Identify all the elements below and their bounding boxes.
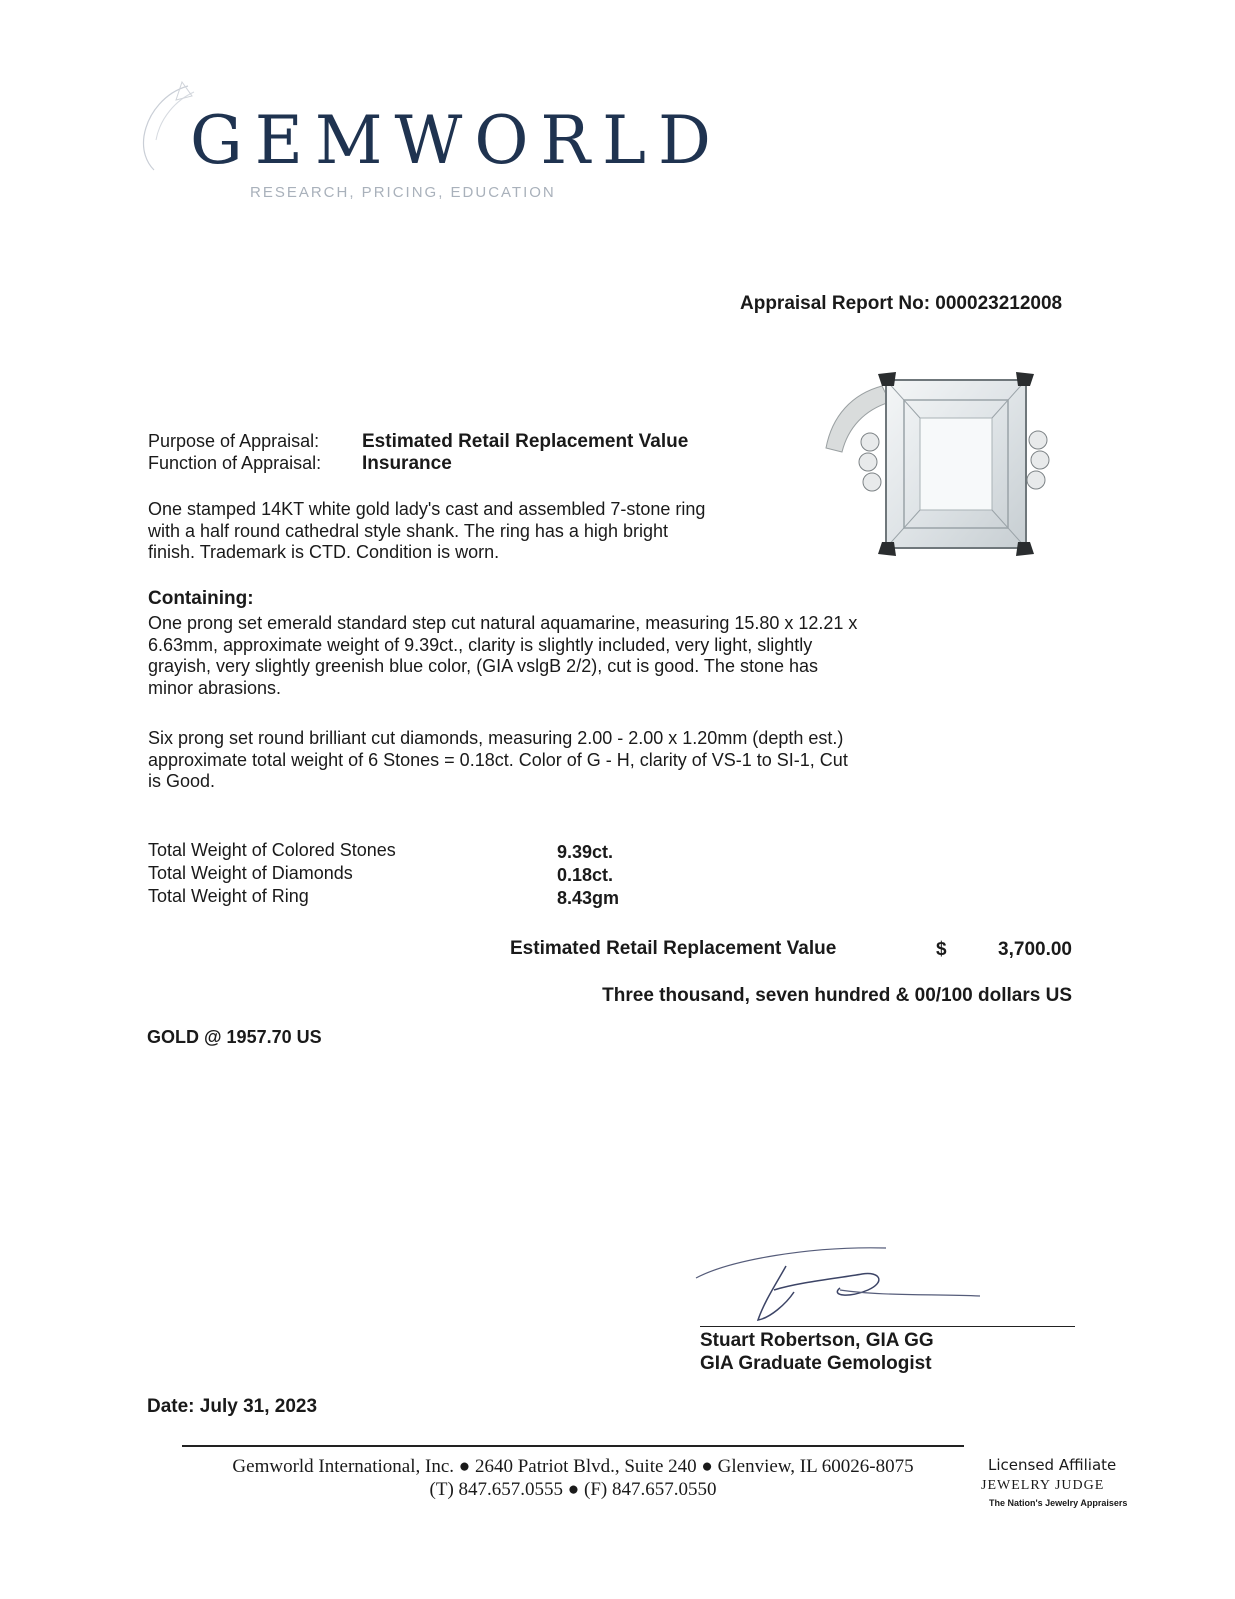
total-diamonds-label: Total Weight of Diamonds bbox=[148, 863, 353, 883]
diamonds-line: Six prong set round brilliant cut diamonds, measuring 2.00 - 2.00 x 1.20mm (depth est.) bbox=[148, 728, 844, 748]
diamonds-description bbox=[148, 728, 848, 793]
total-ring-value: 8.43gm bbox=[557, 888, 620, 908]
affiliate-label: Licensed Affiliate bbox=[988, 1456, 1117, 1474]
aquamarine-line: minor abrasions. bbox=[148, 677, 282, 698]
description-line: finish. Trademark is CTD. Condition is worn. bbox=[148, 542, 500, 562]
valuation-words: Three thousand, seven hundred & 00/100 dollars US bbox=[602, 985, 1072, 1006]
signature-line bbox=[700, 1326, 1075, 1327]
aquamarine-line: grayish, very slightly greenish blue color, (GIA vslgB 2/2), cut is good. The stone has bbox=[148, 656, 819, 676]
signer-name: Stuart Robertson, GIA GG bbox=[700, 1330, 934, 1351]
function-label: Function of Appraisal: bbox=[148, 453, 322, 473]
appraisal-date: Date: July 31, 2023 bbox=[147, 1396, 318, 1417]
gold-price: GOLD @ 1957.70 US bbox=[147, 1027, 322, 1047]
total-colored-label: Total Weight of Colored Stones bbox=[148, 840, 396, 860]
aquamarine-description bbox=[148, 613, 857, 699]
description-line: with a half round cathedral style shank. The ring has a high bright bbox=[148, 520, 668, 541]
ring-photo bbox=[812, 356, 1072, 566]
diamonds-line: is Good. bbox=[148, 771, 216, 791]
aquamarine-line: 6.63mm, approximate weight of 9.39ct., clarity is slightly included, very light, slightly bbox=[148, 634, 813, 655]
diamonds-line: approximate total weight of 6 Stones = 0.18ct. Color of G - H, clarity of VS-1 to SI-1, Cut bbox=[148, 749, 848, 770]
total-ring-label: Total Weight of Ring bbox=[148, 886, 309, 906]
valuation-currency: $ bbox=[936, 939, 947, 960]
footer-phone: (T) 847.657.0555 ● (F) 847.657.0550 bbox=[429, 1479, 717, 1500]
total-diamonds-value: 0.18ct. bbox=[557, 865, 614, 885]
ring-description bbox=[148, 499, 705, 564]
affiliate-tagline: The Nation's Jewelry Appraisers bbox=[989, 1498, 1128, 1508]
report-number: Appraisal Report No: 000023212008 bbox=[740, 293, 1063, 314]
logo-tagline: RESEARCH, PRICING, EDUCATION bbox=[250, 184, 556, 201]
valuation-label: Estimated Retail Replacement Value bbox=[510, 938, 837, 959]
affiliate-logo: JEWELRY JUDGE bbox=[981, 1478, 1105, 1493]
purpose-label: Purpose of Appraisal: bbox=[148, 431, 320, 451]
purpose-value: Estimated Retail Replacement Value bbox=[362, 431, 689, 452]
signer-title: GIA Graduate Gemologist bbox=[700, 1353, 932, 1374]
containing-heading: Containing: bbox=[148, 588, 254, 609]
footer-divider bbox=[182, 1445, 964, 1447]
function-value: Insurance bbox=[362, 453, 452, 474]
footer-address: Gemworld International, Inc. ● 2640 Patriot Blvd., Suite 240 ● Glenview, IL 60026-8075 bbox=[232, 1456, 914, 1477]
logo-wordmark: GEMWORLD bbox=[190, 102, 723, 179]
aquamarine-line: One prong set emerald standard step cut natural aquamarine, measuring 15.80 x 12.21 x bbox=[148, 613, 858, 633]
description-line: One stamped 14KT white gold lady's cast and assembled 7-stone ring bbox=[148, 499, 706, 519]
valuation-amount: 3,700.00 bbox=[998, 939, 1072, 960]
signature-image bbox=[690, 1238, 990, 1328]
total-colored-value: 9.39ct. bbox=[557, 842, 614, 862]
